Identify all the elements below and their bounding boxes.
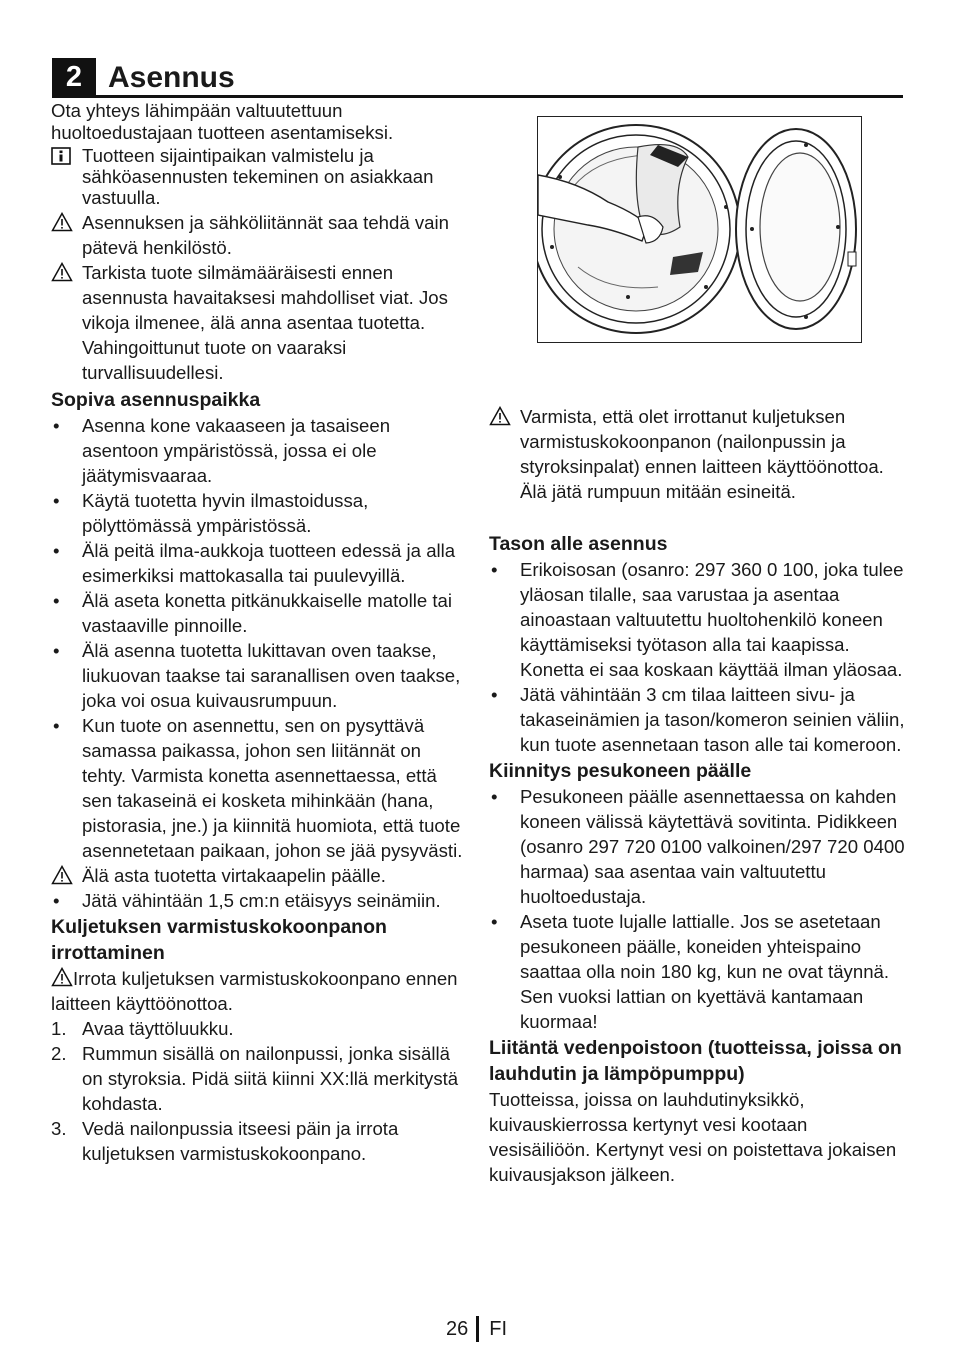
- drain-text: Tuotteissa, joissa on lauhdutinyksikkö, kuivauskierrossa kertynyt vesi kootaan vesisäiliöön. Kertynyt vesi on poistettava jokaisen kuivausjakson jälkeen.: [489, 1089, 897, 1185]
- step-number: 2.: [51, 1043, 67, 1064]
- heading-under-counter: Tason alle asennus: [489, 533, 668, 555]
- steps-list: [51, 1016, 463, 1166]
- list-item: • Älä asenna tuotetta lukittavan oven taakse, liukuovan taakse tai saranallisen oven taakse, joka voi osua kuivausrumpuun.: [53, 640, 461, 711]
- list-item-text: Vedä nailonpussia itseesi päin ja irrota kuljetuksen varmistuskokoonpano.: [82, 1118, 399, 1164]
- warning-4: [51, 966, 463, 1016]
- list-item: [51, 1016, 463, 1041]
- warning-icon: [51, 865, 73, 885]
- list-item: [51, 1116, 463, 1166]
- list-item: • Käytä tuotetta hyvin ilmastoidussa, pölyttömässä ympäristössä.: [53, 490, 369, 536]
- dryer-drum-illustration: [537, 116, 862, 343]
- info-icon: [51, 147, 71, 165]
- warning-3-text: Älä asta tuotetta virtakaapelin päälle.: [82, 865, 386, 886]
- warning-1-text: Asennuksen ja sähköliitännät saa tehdä vain pätevä henkilöstö.: [82, 212, 449, 258]
- list-item-text: Älä aseta konetta pitkänukkaiselle matolle tai vastaaville pinnoille.: [82, 590, 453, 636]
- warning-1: [51, 210, 463, 260]
- info-note-text: Tuotteen sijaintipaikan valmistelu ja sähköasennusten tekeminen on asiakkaan vastuulla.: [82, 145, 434, 208]
- intro-text: Ota yhteys lähimpään valtuutettuun huoltoedustajaan tuotteen asentamiseksi.: [51, 100, 394, 143]
- heading-transport-removal: Kuljetuksen varmistuskokoonpanon irrottaminen: [51, 916, 387, 964]
- list-item: • Aseta tuote lujalle lattialle. Jos se asetetaan pesukoneen päälle, koneiden yhteispaino saattaa olla noin 180 kg, kun ne ovat täynnä. Sen vuoksi lattian on kyettävä kantamaan kuormaa!: [491, 911, 890, 1032]
- list-item: • Älä aseta konetta pitkänukkaiselle matolle tai vastaaville pinnoille.: [53, 590, 453, 636]
- warning-5-text: Varmista, että olet irrottanut kuljetuksen varmistuskokoonpanon (nailonpussin ja styroksinpalat) ennen laitteen käyttöönottoa. Älä jätä rumpuun mitään esineitä.: [520, 406, 884, 502]
- step-number: 3.: [51, 1118, 67, 1139]
- footer-divider: [476, 1316, 479, 1342]
- list-item-text: Avaa täyttöluukku.: [82, 1018, 234, 1039]
- list-item: • Asenna kone vakaaseen ja tasaiseen asentoon ympäristössä, jossa ei ole jäätymisvaaraa.: [53, 415, 391, 486]
- info-note: [51, 145, 463, 208]
- warning-4-text: Irrota kuljetuksen varmistuskokoonpano ennen laitteen käyttöönottoa.: [51, 968, 458, 1014]
- heading-installation-place: Sopiva asennuspaikka: [51, 389, 261, 411]
- list-item-text: Rummun sisällä on nailonpussi, jonka sisällä on styroksia. Pidä siitä kiinni XX:llä merkitystä kohdasta.: [82, 1043, 459, 1114]
- list-item-text: Käytä tuotetta hyvin ilmastoidussa, pölyttömässä ympäristössä.: [82, 490, 369, 536]
- list-item-text: Kun tuote on asennettu, sen on pysyttävä samassa paikassa, johon sen liitännät on tehty. Varmista konetta asennettaessa, että sen takaseinä ei kosketa mihinkään (hana, pistorasia, jne.) ja kiinnitä huomiota, että tuote asennetetaan paikaan, johon se jää pysyvästi.: [82, 715, 463, 861]
- list-item-text: Asenna kone vakaaseen ja tasaiseen asentoon ympäristössä, jossa ei ole jäätymisvaaraa.: [82, 415, 391, 486]
- list-item: • Älä peitä ilma-aukkoja tuotteen edessä ja alla esimerkiksi mattokasalla tai puulevyillä.: [53, 540, 456, 586]
- under-bullets: [489, 557, 905, 757]
- step-number: 1.: [51, 1018, 67, 1039]
- list-item-text: Älä asenna tuotetta lukittavan oven taakse, liukuovan taakse tai saranallisen oven taakse, joka voi osua kuivausrumpuun.: [82, 640, 461, 711]
- list-item: • Jätä vähintään 3 cm tilaa laitteen sivu- ja takaseinämien ja tason/komeron seinien väliin, kun tuote asennetaan tason alle tai komeroon.: [491, 684, 905, 755]
- heading-drain-connection: Liitäntä vedenpoistoon (tuotteissa, joissa on lauhdutin ja lämpöpumppu): [489, 1037, 902, 1085]
- warning-icon: [51, 262, 73, 282]
- warning-2: [51, 260, 463, 385]
- list-item: • Jätä vähintään 1,5 cm:n etäisyys seinämiin.: [53, 890, 441, 911]
- list-item: • Kun tuote on asennettu, sen on pysyttävä samassa paikassa, johon sen liitännät on tehty. Varmista konetta asennettaessa, että sen takaseinä ei kosketa mihinkään (hana, pistorasia, jne.) ja kiinnitä huomiota, että tuote asennetetaan paikaan, johon se jää pysyvästi.: [53, 715, 463, 861]
- page-title: Asennus: [108, 61, 235, 94]
- place-bullets: [51, 413, 463, 863]
- list-item-text: Älä peitä ilma-aukkoja tuotteen edessä ja alla esimerkiksi mattokasalla tai puulevyillä.: [82, 540, 456, 586]
- warning-5: [489, 404, 905, 504]
- page-number: 26: [446, 1318, 469, 1340]
- warning-2-text: Tarkista tuote silmämääräisesti ennen asennusta havaitaksesi mahdolliset viat. Jos vikoja ilmenee, älä anna asentaa tuotetta. Vahingoittunut tuote on vaaraksi turvallisuudellesi.: [82, 262, 448, 383]
- list-item: • Erikoisosan (osanro: 297 360 0 100, joka tulee yläosan tilalle, saa varustaa ja asentaa ainoastaan valtuutettu huoltohenkilö koneen käyttämiseksi työtason alla tai kaapissa. Konetta ei saa koskaan käyttää ilman yläosaa.: [491, 559, 904, 680]
- language-code: FI: [489, 1318, 508, 1340]
- left-column: [51, 100, 463, 1166]
- warning-3: [51, 863, 463, 888]
- list-item: [51, 1041, 463, 1116]
- list-item-text: Pesukoneen päälle asennettaessa on kahden koneen välissä käytettävä sovitinta. Pidikkeen (osanro 297 720 0100 valkoinen/297 720 0400 harmaa) saa asentaa vain valtuutettu huoltoedustaja.: [520, 786, 905, 907]
- section-number: 2: [52, 58, 96, 96]
- warning-icon: [51, 967, 73, 987]
- warning-icon: [489, 406, 511, 426]
- list-item-text: Erikoisosan (osanro: 297 360 0 100, joka tulee yläosan tilalle, saa varustaa ja asentaa ainoastaan valtuutettu huoltohenkilö koneen käyttämiseksi työtason alla tai kaapissa. Konetta ei saa koskaan käyttää ilman yläosaa.: [520, 559, 904, 680]
- title-rule: [52, 95, 903, 98]
- list-item-text: Jätä vähintään 3 cm tilaa laitteen sivu- ja takaseinämien ja tason/komeron seinien väliin, kun tuote asennetaan tason alle tai komeroon.: [520, 684, 905, 755]
- washer-bullets: [489, 784, 905, 1034]
- right-column: [489, 404, 905, 1187]
- list-item-text: Aseta tuote lujalle lattialle. Jos se asetetaan pesukoneen päälle, koneiden yhteispaino saattaa olla noin 180 kg, kun ne ovat täynnä. Sen vuoksi lattian on kyettävä kantamaan kuormaa!: [520, 911, 890, 1032]
- warning-icon: [51, 212, 73, 232]
- list-item-text: Jätä vähintään 1,5 cm:n etäisyys seinämiin.: [82, 890, 441, 911]
- list-item: • Pesukoneen päälle asennettaessa on kahden koneen välissä käytettävä sovitinta. Pidikkeen (osanro 297 720 0100 valkoinen/297 720 0400 harmaa) saa asentaa vain valtuutettu huoltoedustaja.: [491, 786, 905, 907]
- heading-on-washer: Kiinnitys pesukoneen päälle: [489, 760, 752, 782]
- dryer-drum-drawing: [538, 117, 860, 341]
- page-footer: [446, 1316, 507, 1342]
